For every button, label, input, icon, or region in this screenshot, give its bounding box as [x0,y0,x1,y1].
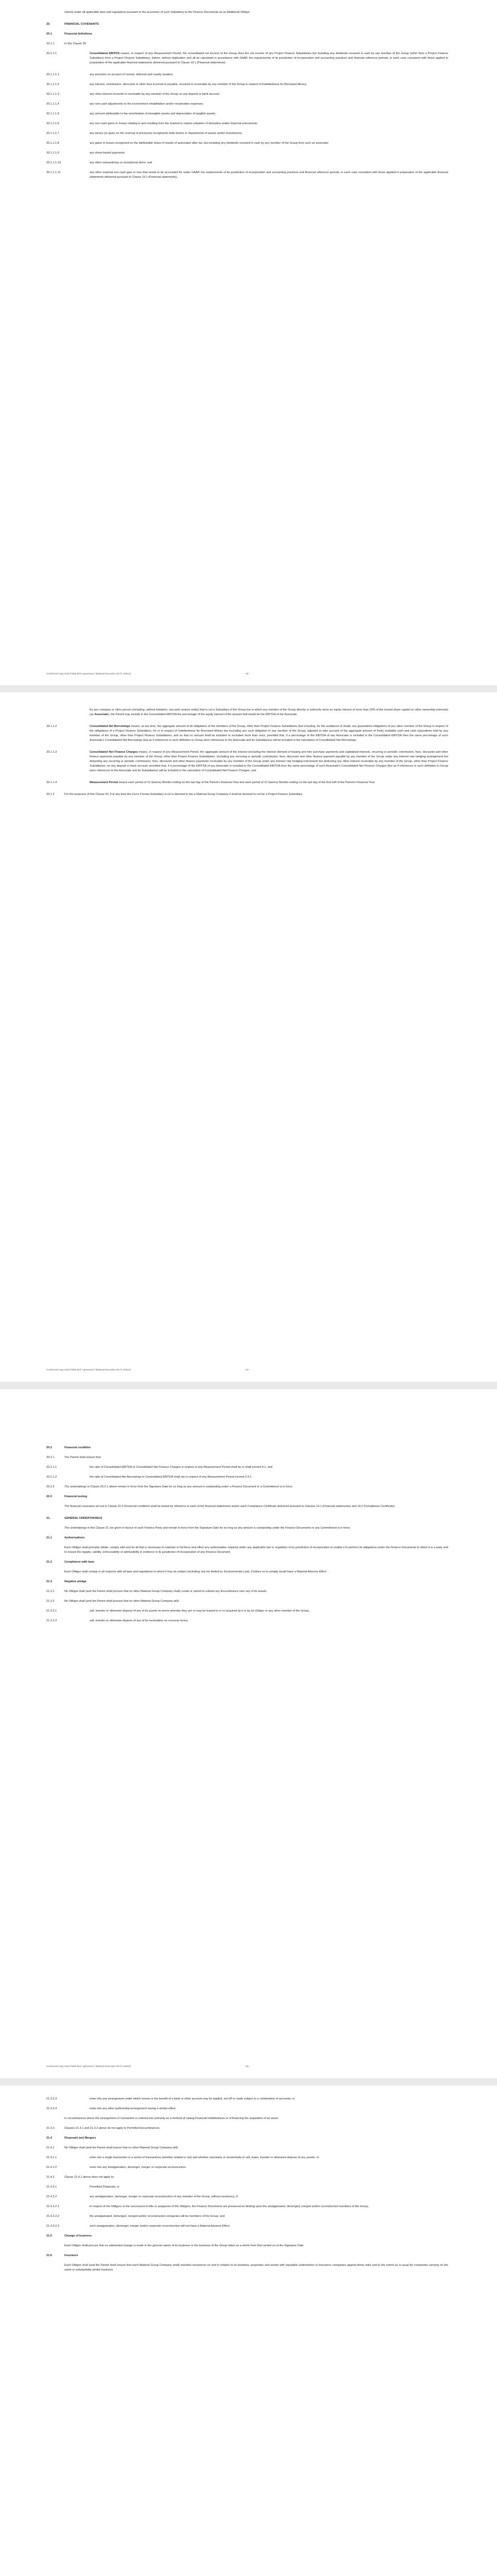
section-21-6-text: Each Obligor shall (and the Parent shall ensure that each Material Group Company shall) maintain insurances on and in relation to its business, properties and assets with reputable underwriters or insurance companies against those risks and to the extent as is usual for companies carrying on the same or substantially similar business. [64,2264,448,2272]
clause-21-4-2-2-1: 21.4.2.2.1 in respect of the Obligors or the successors-in-title or assignees of the Obligors, the Finance Documents are preserved as binding upon the amalgamated, demerged, merged and/or reconstructed members of the Group; [46,2205,369,2208]
ebitda-adjustments-list [46,73,448,180]
document-page-63: for any company or other person (including, without limitation, any joint venture entity) that is not a Subsidiary of the Group but in which any member of the Group directly or indirectly owns an equity interest of more than 20% of the issued share capital (or other ownership interests) (an Associate), the Parent may include in the Consolidated EBITDA the percentage of the equity interest of the amount that would be the EBITDA of the Associate. 20.1.1.2 Consolidated Net Borrowings means, at any time, the aggregate amount of all obligations of the members of the Group, other than Project Finance Subsidiaries (but including, for the avoidance of doubt, any guaranteed obligations of any other member of the Group in respect of the obligations of a Project Finance Subsidiary), for or in respect of Indebtedness for Borrowed Money but excluding any such obligation to any member of the Group, adjusted to take account of the aggregate amount of freely available cash and cash equivalents held by any member of the Group, other than Project Finance Subsidiaries, and so that no amount shall be included or excluded more than once, provided that, if a percentage of the EBITDA of any Associate is included in the Consolidated EBITDA then the same percentage of such Associate's Consolidated Net Borrowings (but as if references in such definition to Group were references to the Associate and its Subsidiaries) will be included in the calculation of Consolidated Net Borrowings; 20.1.1.3 Consolidated Net Finance Charges means, in respect of any Measurement Period, the aggregate amount of the interest (including the interest element of leasing and hire purchase payments and capitalised interest), recurring or periodic commission, fees, discounts and other finance payments payable by any member of the Group, other than Project Finance Subsidiaries, (including any recurring or periodic commission, fees, discounts and other finance payment payable by any member of the Group under any interest rate hedging arrangement but deducting any recurring or periodic commission, fees, discounts and other finance payments receivable by any member of the Group under any interest rate hedging instrument) but deducting any other interest receivable by any member of the Group, other than Project Finance Subsidiaries, on any deposit or bank account, provided that, if a percentage of the EBITDA of any Associate is included in the Consolidated EBITDA then the same percentage of such Associate's Consolidated Net Finance Charges (but as if references in such definition to Group were references to the Associate and its Subsidiaries) will be included in the calculation of Consolidated Net Finance Charges; and 20.1.1.4 Measurement Period means each period of 12 (twelve) Months ending on the last day of the Parent's Financial Year and each period of 12 (twelve) Months ending on the last day of the first half of the Parent's Financial Year. 20.1.2 For the purposes of this Clause 20, if at any time the Cerro Corona Subsidiary is (or is deemed to be) a Material Group Company it shall be deemed to not be a Project Finance Subsidiary. Conformed copy Gold Fields BCF Agreement / Blanked Execution 30.07.14/EUS - 63 - [0,692,497,1382]
clause-21-4-2-2: 21.4.2.2 any amalgamation, demerger, merger or corporate reconstruction of any member of the Group, without insolvency, if: [46,2195,238,2198]
section-21-2-heading: 21.2 Compliance with laws [46,1561,95,1564]
page-number: - 63 - [244,1368,250,1371]
defined-term: Consolidated Net Borrowings [90,725,130,728]
carry-over-text: checks under all applicable laws and regulations pursuant to the accession of such Subsidiary to the Finance Documents as an Additional Obligor. [64,11,251,14]
clause-21-3-2: 21.3.2 No Obligor shall (and the Parent shall procure that no other Material Group Company will): [46,1600,180,1603]
definition-measurement-period: 20.1.1.4 Measurement Period means each period of 12 (twelve) Months ending on the last day of the Parent's Financial Year and each period of 12 (twelve) Months ending on the last day of the first half of the Parent's Financial Year. [46,781,375,784]
page-number: - 64 - [244,2065,250,2067]
section-20-3-heading: 20.3 Financial testing [46,1495,88,1498]
list-item: 20.1.1.1.5 any amount attributable to the amortisation of intangible assets and depreciation of tangible assets; [46,112,216,115]
page-number: - 62 - [244,672,250,675]
clause-20-1-1: 20.1.1 In this Clause 20: [46,42,87,45]
clause-20-2-1-1: 20.2.1.1 the ratio of Consolidated EBITDA to Consolidated Net Finance Charges in respect of any Measurement Period shall be or shall exceed 4:1; and [46,1466,272,1469]
page-separator [0,1382,497,1389]
document-page-64: 20.2 Financial condition 20.2.1 The Parent shall ensure that: 20.2.1.1 the ratio of Consolidated EBITDA to Consolidated Net Finance Charges in respect of any Measurement Period shall be or shall exceed 4:1; and 20.2.1.2 the ratio of Consolidated Net Borrowings to Consolidated EBITDA shall not in respect of any Measurement Period exceed 3.5:1. 20.2.2 The undertakings in Clause 20.2.1 above remain in force from the Signature Date for so long as any amount is outstanding under a Finance Document or a Commitment is in force. 20.3 Financial testing The financial covenants set out in Clause 20.2 (Financial condition) shall be tested by reference to each of the financial statements and/or each Compliance Certificate delivered pursuant to Clauses 19.1 (Financial statements) and 19.2 (Compliance Certificate). 21. GENERAL UNDERTAKINGS The undertakings in this Clause 21 are given in favour of each Finance Party and remain in force from the Signature Date for so long as any amount is outstanding under the Finance Documents or any Commitment is in force. 21.1 Authorisations Each Obligor shall promptly obtain, comply with and do all that is necessary to maintain in full force and effect any authorisation required under any applicable law or regulation of its jurisdiction of incorporation to enable it to perform its obligations under the Finance Documents to which it is a party and to ensure the legality, validity, enforceability or admissibility in evidence in its jurisdiction of incorporation of any Finance Document. 21.2 Compliance with laws Each Obligor shall comply in all respects with all laws and regulations to which it may be subject (including, but not limited to, Environmental Law), if failure so to comply would have a Material Adverse Effect. 21.3 Negative pledge 21.3.1 No Obligor shall (and the Parent shall procure that no other Material Group Company shall) create or permit to subsist any Encumbrance over any of its assets. 21.3.2 No Obligor shall (and the Parent shall procure that no other Material Group Company will): 21.3.2.1 sell, transfer or otherwise dispose of any of its assets on terms whereby they are or may be leased to or re-acquired by it or by an Obligor or any other member of the Group; 21.3.2.2 sell, transfer or otherwise dispose of any of its receivables on recourse terms; Conformed copy Gold Fields BCF Agreement / Blanked Execution 30.07.14/EUS - 64 - [0,1389,497,2078]
section-21-6-heading: 21.6 Insurance [46,2254,78,2257]
clause-21-3-2-4: 21.3.2.4 enter into any other preferential arrangement having a similar effect, [46,2107,177,2110]
section-21-text: The undertakings in this Clause 21 are given in favour of each Finance Party and remain in force from the Signature Date for so long as any amount is outstanding under the Finance Documents or any Commitment is in force. [64,1527,351,1530]
clause-21-4-2: 21.4.2 Clause 21.4.1 above does not apply to: [46,2176,115,2179]
section-21-2-text: Each Obligor shall comply in all respects with all laws and regulations to which it may be subject (including, but not limited to, Environmental Law), if failure so to comply would have a Material Adverse Effect. [64,1570,328,1573]
clause-21-4-1-1: 21.4.1.1 enter into a single transaction or a series of transactions (whether related or not) and whether voluntarily or involuntarily to sell, lease, transfer or otherwise dispose of any assets; or [46,2156,319,2159]
section-21-3-heading: 21.3 Negative pledge [46,1580,87,1583]
list-item: 20.1.1.1.4 any non-cash adjustments to the environment rehabilitation and/or reclamation expenses; [46,103,204,106]
list-item: 20.1.1.1.10 any other extraordinary or exceptional items; and [46,161,152,164]
list-item: 20.1.1.1.2 any interest, commission, discounts or other fees incurred or payable, received or receivable by any member of the Group in respect of Indebtedness for Borrowed Money; [46,83,307,86]
list-item: 20.1.1.1.6 any non-cash gains or losses relating to and resulting from the marked to market valuation of derivative and/or financial instruments; [46,122,258,125]
defined-term: Consolidated Net Finance Charges [90,751,138,754]
section-21-5-heading: 21.5 Change of business [46,2234,92,2238]
list-item: 20.1.1.1.1 any provision on account of normal, deferred and royalty taxation; [46,73,174,76]
clause-20-1-2: 20.1.2 For the purposes of this Clause 20, if at any time the Cerro Corona Subsidiary is (or is deemed to be) a Material Group Company it shall be deemed to not be a Project Finance Subsidiary. [46,793,303,796]
clause-21-4-1: 21.4.1 No Obligor shall (and the Parent shall ensure that no other Material Group Company will): [46,2146,179,2149]
definition-consolidated-ebitda: 20.1.1.1 Consolidated EBITDA means, in respect of any Measurement Period, the consolidated net income of the Group (less the net income of any Project Finance Subsidiaries but including any dividends received in cash by any member of the Group (other than a Project Finance Subsidiary) from a Project Finance Subsidiary), before, without duplication and all as calculated in accordance with GAAP, the requirements of its jurisdiction of incorporation and accounting practices and financial reference periods, in each case consistent with those applied in preparation of the applicable financial statements delivered pursuant to Clause 19.1 (Financial statements): [46,52,448,64]
clause-21-4-2-2-3: 21.4.2.2.3 such amalgamation, demerger, merger and/or corporate reconstruction will not have a Material Adverse Effect. [46,2225,230,2228]
section-21-heading: 21. GENERAL UNDERTAKINGS [46,1517,102,1520]
definition-consolidated-net-finance-charges: 20.1.1.3 Consolidated Net Finance Charges means, in respect of any Measurement Period, the aggregate amount of the interest (including the interest element of leasing and hire purchase payments and capitalised interest), recurring or periodic commission, fees, discounts and other finance payments payable by any member of the Group, other than Project Finance Subsidiaries, (including any recurring or periodic commission, fees, discounts and other finance payment payable by any member of the Group under any interest rate hedging arrangement but deducting any recurring or periodic commission, fees, discounts and other finance payments receivable by any member of the Group under any interest rate hedging instrument) but deducting any other interest receivable by any member of the Group, other than Project Finance Subsidiaries, on any deposit or bank account, provided that, if a percentage of the EBITDA of any Associate is included in the Consolidated EBITDA then the same percentage of such Associate's Consolidated Net Finance Charges (but as if references in such definition to Group were references to the Associate and its Subsidiaries) will be included in the calculation of Consolidated Net Finance Charges; and [46,751,449,772]
section-20-2-heading: 20.2 Financial condition [46,1446,91,1449]
list-item: 20.1.1.1.9 any share-based payments; [46,151,126,155]
clause-21-3-1: 21.3.1 No Obligor shall (and the Parent shall procure that no other Material Group Company shall) create or permit to subsist any Encumbrance over any of its assets. [46,1590,267,1593]
list-item: 20.1.1.1.11 any other material non-cash gain or loss that needs to be accounted for under GAAP, the requirements of its jurisdiction of incorporation and accounting practices and financial reference periods, in each case consistent with those applied in preparation of the applicable financial statements delivered pursuant to Clause 19.1 (Financial statements), [46,171,448,179]
associate-paragraph: for any company or other person (including, without limitation, any joint venture entity) that is not a Subsidiary of the Group but in which any member of the Group directly or indirectly owns an equity interest of more than 20% of the issued share capital (or other ownership interests) (an Associate), the Parent may include in the Consolidated EBITDA the percentage of the equity interest of the amount that would be the EBITDA of the Associate. [90,708,448,716]
section-21-5-text: Each Obligor shall procure that no substantial change is made to the general nature of its business or the business of the Group taken as a whole from that carried on at the Signature Date. [64,2244,304,2247]
clause-21-4-2-1: 21.4.2.1 Permitted Disposals; or [46,2185,119,2189]
clause-20-2-1-2: 20.2.1.2 the ratio of Consolidated Net Borrowings to Consolidated EBITDA shall not in respect of any Measurement Period exceed 3.5:1. [46,1476,252,1479]
clause-21-3-2-2: 21.3.2.2 sell, transfer or otherwise dispose of any of its receivables on recourse terms; [46,1619,188,1622]
section-21-1-heading: 21.1 Authorisations [46,1536,85,1539]
list-item: 20.1.1.1.7 any losses (or gains on the reversal of previously recognised) write-downs or impairments of assets and/or investments; [46,132,243,135]
clause-20-2-2: 20.2.2 The undertakings in Clause 20.2.1 above remain in force from the Signature Date for so long as any amount is outstanding under a Finance Document or a Commitment is in force. [46,1485,294,1488]
section-20-1-heading: 20.1 Financial definitions [46,32,93,36]
clause-21-3-2-tail: in circumstances where the arrangement or transaction is entered into primarily as a method of raising Financial Indebtedness or of financing the acquisition of an asset. [64,2117,279,2120]
clause-21-3-2-1: 21.3.2.1 sell, transfer or otherwise dispose of any of its assets on terms whereby they are or may be leased to or re-acquired by it or by an Obligor or any other member of the Group; [46,1609,310,1613]
clause-21-3-3: 21.3.3 Clauses 21.3.1 and 21.3.2 above do not apply to Permitted Encumbrances. [46,2127,161,2130]
page-separator [0,2078,497,2086]
defined-term: Measurement Period [90,781,118,784]
clause-21-3-2-3: 21.3.2.3 enter into any arrangement under which money or the benefit of a bank or other account may be applied, set-off or made subject to a combination of accounts; or [46,2097,295,2100]
list-item: 20.1.1.1.3 any other interest received or receivable by any member of the Group on any deposit or bank account; [46,93,220,96]
defined-term: Consolidated EBITDA [90,52,120,55]
section-20-heading: 20. FINANCIAL COVENANTS [46,23,99,26]
clause-21-4-2-2-2: 21.4.2.2.2 the amalgamated, demerged, merged and/or reconstructed companies will be members of the Group; and [46,2215,225,2218]
document-page-65 [0,2086,497,2576]
section-21-4-heading: 21.4 Disposals and Mergers [46,2137,96,2140]
page-separator [0,685,497,692]
list-item: 20.1.1.1.8 any gains or losses recognised on the attributable share of results of associates after tax, but including any dividends received in cash by any member of the Group from such an associate; [46,142,329,145]
clause-21-4-1-2: 21.4.1.2 enter into any amalgamation, demerger, merger or corporate reconstruction. [46,2166,187,2169]
section-21-1-text: Each Obligor shall promptly obtain, comply with and do all that is necessary to maintain in full force and effect any authorisation required under any applicable law or regulation of its jurisdiction of incorporation to enable it to perform its obligations under the Finance Documents to which it is a party and to ensure the legality, validity, enforceability or admissibility in evidence in its jurisdiction of incorporation of any Finance Document. [64,1546,448,1554]
document-page-62: checks under all applicable laws and regulations pursuant to the accession of such Subsidiary to the Finance Documents as an Additional Obligor. 20. FINANCIAL COVENANTS 20.1 Financial definitions 20.1.1 In this Clause 20: 20.1.1.1 Consolidated EBITDA means, in respect of any Measurement Period, the consolidated net income of the Group (less the net income of any Project Finance Subsidiaries but including any dividends received in cash by any member of the Group (other than a Project Finance Subsidiary) from a Project Finance Subsidiary), before, without duplication and all as calculated in accordance with GAAP, the requirements of its jurisdiction of incorporation and accounting practices and financial reference periods, in each case consistent with those applied in preparation of the applicable financial statements delivered pursuant to Clause 19.1 (Financial statements): 20.1.1.1.1 any provision on account of normal, deferred and royalty taxation; 20.1.1.1.2 any interest, commission, discounts or other fees incurred or payable, received or receivable by any member of the Group in respect of Indebtedness for Borrowed Money; 20.1.1.1.3 any other interest received or receivable by any member of the Group on any deposit or bank account; 20.1.1.1.4 any non-cash adjustments to the environment rehabilitation and/or reclamation expenses; 20.1.1.1.5 any amount attributable to the amortisation of intangible assets and depreciation of tangible assets; 20.1.1.1.6 any non-cash gains or losses relating to and resulting from the marked to market valuation of derivative and/or financial instruments; 20.1.1.1.7 any losses (or gains on the reversal of previously recognised) write-downs or impairments of assets and/or investments; 20.1.1.1.8 any gains or losses recognised on the attributable share of results of associates after tax, but including any dividends received in cash by any member of the Group from such an associate; 20.1.1.1.9 any share-based payments; 20.1.1.1.10 any other extraordinary or exceptional items; and 20.1.1.1.11 any other material non-cash gain or loss that needs to be accounted for under GAAP, the requirements of its jurisdiction of incorporation and accounting practices and financial reference periods, in each case consistent with those applied in preparation of the applicable financial statements delivered pursuant to Clause 19.1 (Financial statements), Conformed copy Gold Fields BCF Agreement / Blanked Execution 30.07.14/EUS - 62 - [0,0,497,685]
clause-20-2-1: 20.2.1 The Parent shall ensure that: [46,1456,101,1459]
section-20-3-text: The financial covenants set out in Clause 20.2 (Financial condition) shall be tested by reference to each of the financial statements and/or each Compliance Certificate delivered pursuant to Clauses 19.1 (Financial statements) and 19.2 (Compliance Certificate). [64,1505,396,1508]
definition-consolidated-net-borrowings: 20.1.1.2 Consolidated Net Borrowings means, at any time, the aggregate amount of all obligations of the members of the Group, other than Project Finance Subsidiaries (but including, for the avoidance of doubt, any guaranteed obligations of any other member of the Group in respect of the obligations of a Project Finance Subsidiary), for or in respect of Indebtedness for Borrowed Money but excluding any such obligation to any member of the Group, adjusted to take account of the aggregate amount of freely available cash and cash equivalents held by any member of the Group, other than Project Finance Subsidiaries, and so that no amount shall be included or excluded more than once, provided that, if a percentage of the EBITDA of any Associate is included in the Consolidated EBITDA then the same percentage of such Associate's Consolidated Net Borrowings (but as if references in such definition to Group were references to the Associate and its Subsidiaries) will be included in the calculation of Consolidated Net Borrowings; [46,725,448,742]
defined-term: Associate [94,713,109,716]
